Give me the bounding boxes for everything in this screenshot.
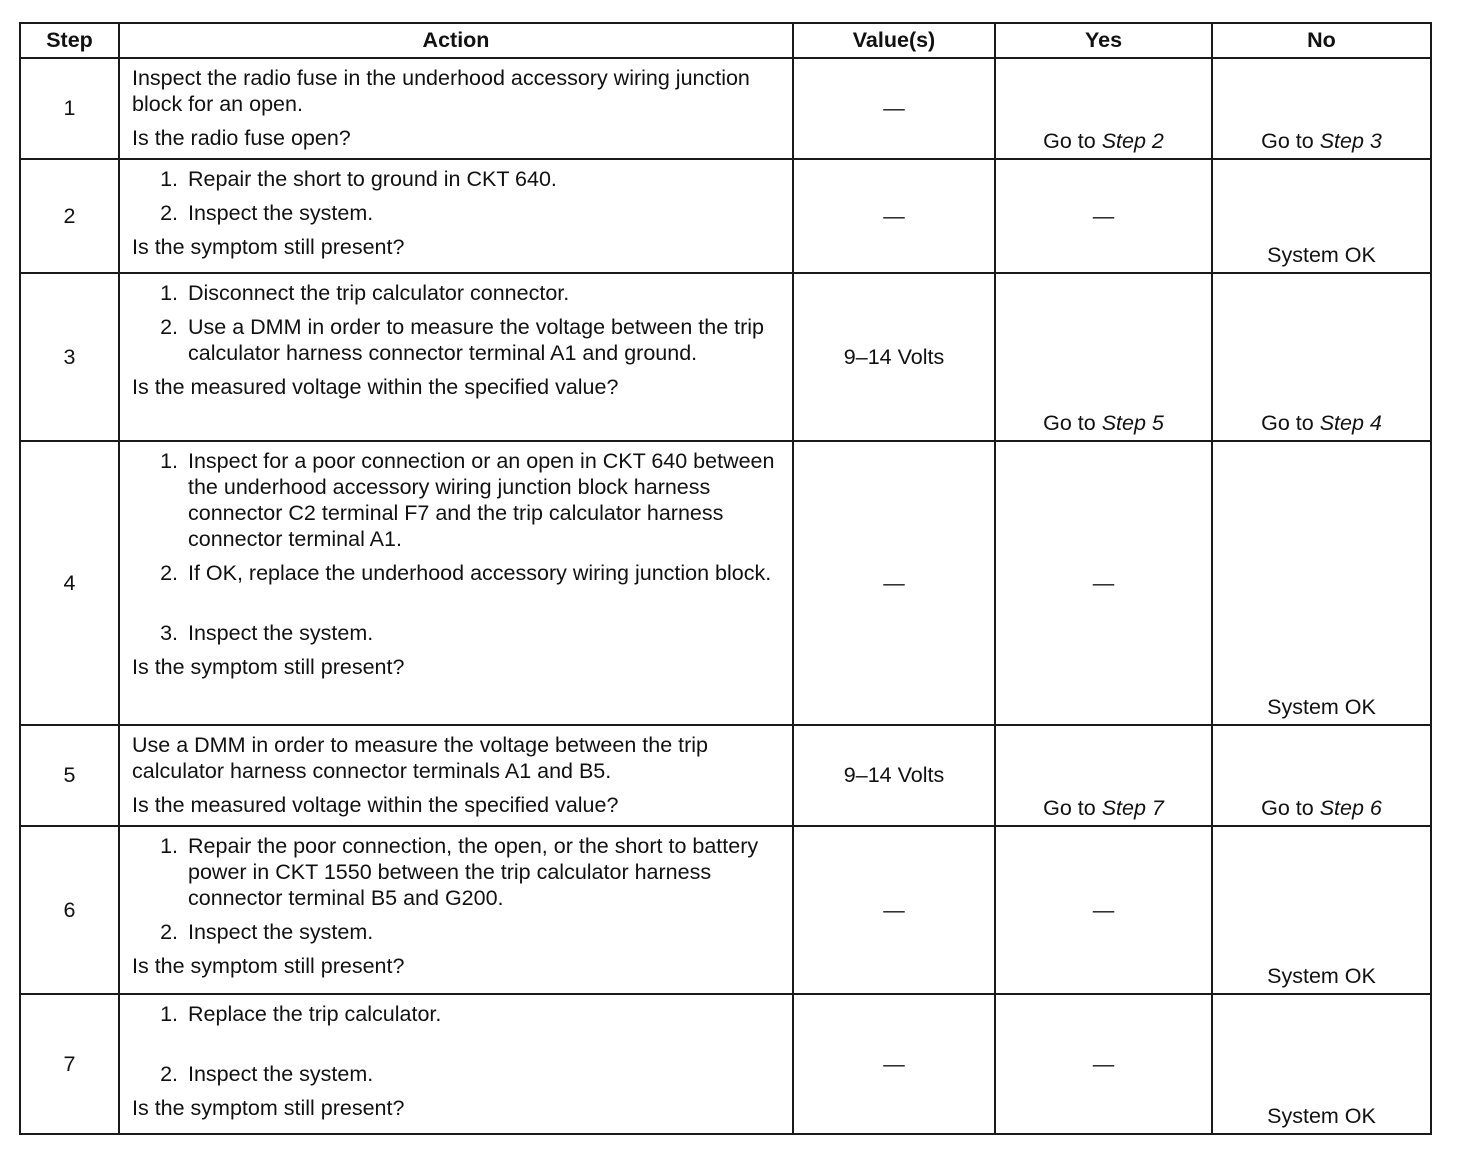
action-item [132, 280, 784, 306]
yes-prefix: Go to [1043, 129, 1102, 153]
no-cell [1212, 273, 1431, 441]
yes-prefix: Go to [1043, 796, 1102, 820]
item-number: 1. [160, 281, 178, 305]
item-text: Inspect the system. [188, 201, 374, 225]
action-item [132, 1061, 784, 1087]
yes-prefix: Go to [1043, 411, 1102, 435]
action-item [132, 314, 784, 366]
yes-step-ref: Step 2 [1101, 129, 1164, 153]
table-row [20, 826, 1431, 994]
table-row [20, 441, 1431, 725]
action-cell [119, 826, 793, 994]
header-row [20, 23, 1431, 58]
item-number: 1. [160, 167, 178, 191]
value-cell: — [793, 994, 995, 1134]
step-number: 4 [20, 441, 119, 725]
item-number: 2. [160, 561, 178, 585]
step-number: 7 [20, 994, 119, 1134]
value-cell: — [793, 441, 995, 725]
action-question: Is the symptom still present? [132, 954, 405, 978]
table-row [20, 58, 1431, 159]
header-action: Action [119, 23, 793, 58]
header-yes: Yes [995, 23, 1212, 58]
item-number: 3. [160, 621, 178, 645]
table-row [20, 273, 1431, 441]
table-row [20, 159, 1431, 273]
no-cell [1212, 58, 1431, 159]
action-cell [119, 994, 793, 1134]
step-number: 1 [20, 58, 119, 159]
action-cell [119, 58, 793, 159]
yes-cell [995, 58, 1212, 159]
yes-cell: — [995, 159, 1212, 273]
item-text: Inspect for a poor connection or an open in CKT 640 between the underhood accessory wiring junction block harness connector C2 terminal F7 and the trip calculator harness connector terminal A1. [188, 449, 775, 551]
action-item [132, 833, 784, 911]
table-row [20, 994, 1431, 1134]
no-prefix: Go to [1261, 411, 1320, 435]
item-number: 2. [160, 920, 178, 944]
yes-cell [995, 725, 1212, 826]
yes-cell [995, 273, 1212, 441]
item-number: 2. [160, 201, 178, 225]
action-question: Is the measured voltage within the specified value? [132, 375, 619, 399]
yes-cell: — [995, 826, 1212, 994]
action-text: Use a DMM in order to measure the voltage between the trip calculator harness connector terminals A1 and B5. [132, 733, 709, 783]
value-cell: — [793, 159, 995, 273]
action-item [132, 200, 784, 226]
yes-cell: — [995, 994, 1212, 1134]
header-no: No [1212, 23, 1431, 58]
table-row [20, 725, 1431, 826]
yes-cell: — [995, 441, 1212, 725]
value-cell: — [793, 826, 995, 994]
no-prefix: Go to [1261, 129, 1320, 153]
value-cell: 9–14 Volts [793, 273, 995, 441]
item-number: 1. [160, 834, 178, 858]
header-values: Value(s) [793, 23, 995, 58]
diagnostic-table [19, 22, 1432, 1135]
item-number: 1. [160, 449, 178, 473]
action-item [132, 448, 784, 552]
action-item [132, 166, 784, 192]
item-number: 2. [160, 1062, 178, 1086]
step-number: 5 [20, 725, 119, 826]
action-question: Is the symptom still present? [132, 655, 405, 679]
no-step-ref: Step 3 [1319, 129, 1382, 153]
header-step: Step [20, 23, 119, 58]
action-cell [119, 441, 793, 725]
no-prefix: Go to [1261, 796, 1320, 820]
no-cell: System OK [1212, 441, 1431, 725]
item-number: 1. [160, 1002, 178, 1026]
yes-step-ref: Step 7 [1101, 796, 1164, 820]
step-number: 2 [20, 159, 119, 273]
value-cell: — [793, 58, 995, 159]
item-text: Use a DMM in order to measure the voltage between the trip calculator harness connector terminal A1 and ground. [188, 315, 765, 365]
item-text: Inspect the system. [188, 621, 374, 645]
item-text: Repair the poor connection, the open, or the short to battery power in CKT 1550 between the trip calculator harness connector terminal B5 and G200. [188, 834, 759, 910]
action-question: Is the symptom still present? [132, 235, 405, 259]
action-question: Is the symptom still present? [132, 1096, 405, 1120]
no-step-ref: Step 4 [1319, 411, 1382, 435]
item-text: Repair the short to ground in CKT 640. [188, 167, 557, 191]
action-text: Inspect the radio fuse in the underhood accessory wiring junction block for an open. [132, 66, 750, 116]
action-cell [119, 273, 793, 441]
step-number: 6 [20, 826, 119, 994]
no-step-ref: Step 6 [1319, 796, 1382, 820]
item-text: Inspect the system. [188, 1062, 374, 1086]
action-item [132, 1001, 784, 1027]
action-item [132, 919, 784, 945]
item-text: If OK, replace the underhood accessory wiring junction block. [188, 561, 772, 585]
no-cell: System OK [1212, 994, 1431, 1134]
no-cell: System OK [1212, 159, 1431, 273]
item-text: Replace the trip calculator. [188, 1002, 442, 1026]
action-question: Is the radio fuse open? [132, 126, 351, 150]
value-cell: 9–14 Volts [793, 725, 995, 826]
yes-step-ref: Step 5 [1101, 411, 1164, 435]
no-cell: System OK [1212, 826, 1431, 994]
item-number: 2. [160, 315, 178, 339]
item-text: Disconnect the trip calculator connector. [188, 281, 570, 305]
item-text: Inspect the system. [188, 920, 374, 944]
action-cell [119, 725, 793, 826]
action-item [132, 560, 784, 586]
step-number: 3 [20, 273, 119, 441]
action-cell [119, 159, 793, 273]
no-cell [1212, 725, 1431, 826]
action-item [132, 620, 784, 646]
action-question: Is the measured voltage within the specified value? [132, 793, 619, 817]
